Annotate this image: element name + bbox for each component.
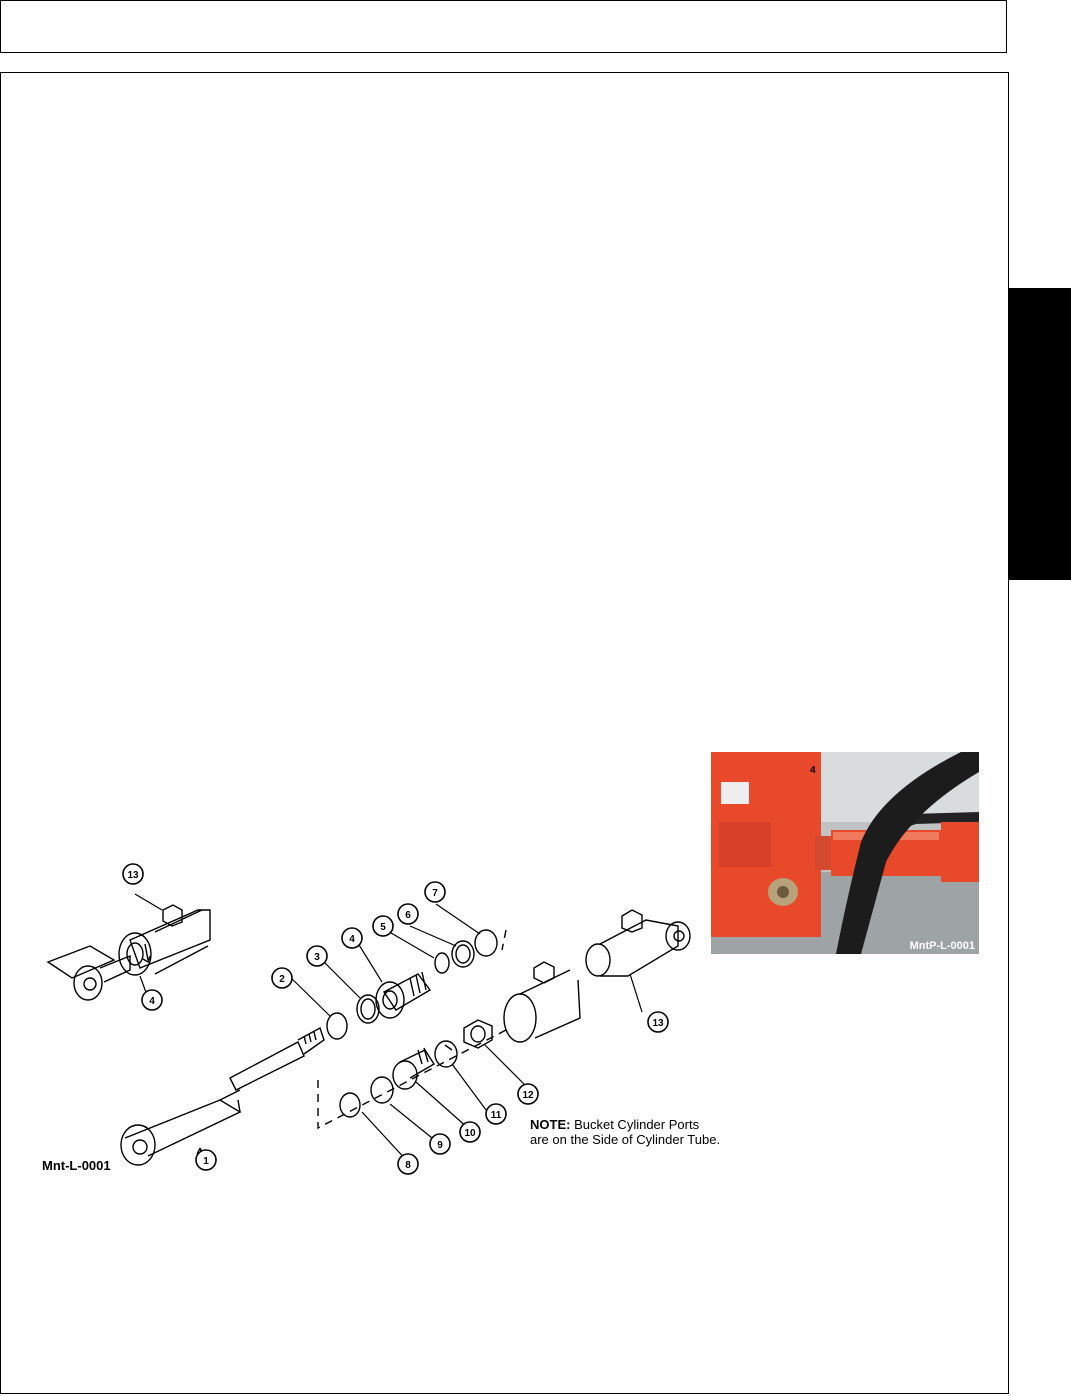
- note-line-2: are on the Side of Cylinder Tube.: [530, 1132, 721, 1147]
- piston-illustration: [393, 1048, 434, 1089]
- assembled-cylinder-illustration: [48, 905, 210, 1000]
- callout-11: 11: [490, 1110, 502, 1121]
- callout-3: 3: [314, 952, 320, 963]
- photo-callout-label: 4: [810, 765, 816, 776]
- callout-13-barrel: 13: [652, 1018, 664, 1029]
- callout-9: 9: [437, 1140, 443, 1151]
- diagram-code: Mnt-L-0001: [42, 1158, 111, 1173]
- callout-5: 5: [380, 922, 386, 933]
- note-block: [530, 1117, 750, 1147]
- cylinder-photo: [711, 752, 979, 954]
- callout-12: 12: [522, 1090, 534, 1101]
- content-frame: [0, 72, 1009, 1394]
- callout-1: 1: [203, 1156, 209, 1167]
- note-label: NOTE:: [530, 1117, 571, 1132]
- piston-rod-illustration: [121, 1028, 324, 1165]
- callout-4-assembled: 4: [149, 996, 155, 1007]
- callout-10: 10: [464, 1128, 476, 1139]
- note-line-1: Bucket Cylinder Ports: [574, 1117, 700, 1132]
- gland-illustration: [376, 972, 430, 1018]
- lock-nut-illustration: [464, 1020, 492, 1048]
- header-box: [0, 0, 1007, 53]
- callout-2: 2: [279, 974, 285, 985]
- callout-6: 6: [405, 910, 411, 921]
- photo-code: MntP-L-0001: [909, 940, 975, 952]
- callout-7: 7: [432, 888, 438, 899]
- callout-4: 4: [349, 934, 355, 945]
- section-tab: [1009, 288, 1071, 580]
- callout-13-assembled: 13: [127, 870, 139, 881]
- callout-8: 8: [405, 1160, 411, 1171]
